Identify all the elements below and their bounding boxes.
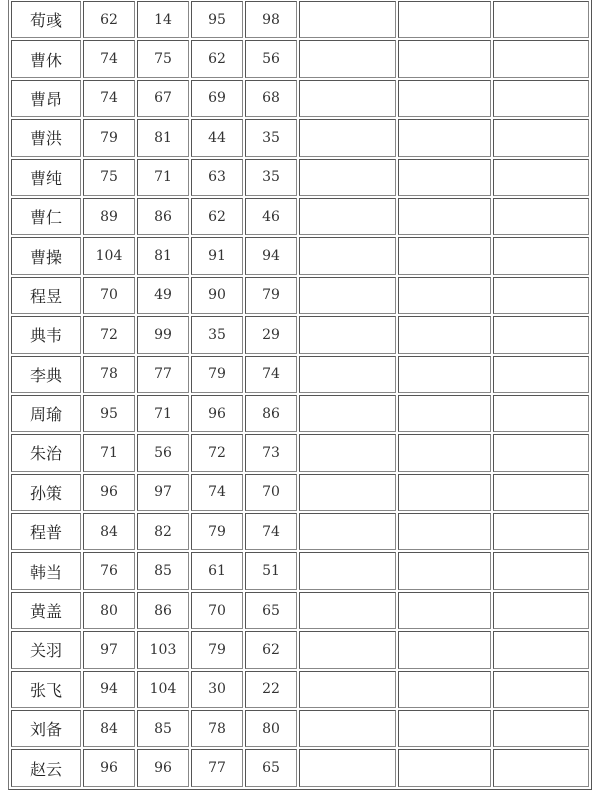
cell-stat: 81 <box>137 237 189 274</box>
cell-stat: 62 <box>83 1 135 38</box>
table-row <box>11 1 589 38</box>
cell-name: 曹纯 <box>11 159 81 196</box>
cell-empty <box>299 592 396 629</box>
cell-stat: 51 <box>245 552 297 589</box>
table-row <box>11 631 589 668</box>
cell-stat: 104 <box>137 671 189 708</box>
cell-stat: 97 <box>137 474 189 511</box>
cell-stat: 75 <box>83 159 135 196</box>
cell-empty <box>299 513 396 550</box>
cell-stat: 74 <box>245 356 297 393</box>
cell-stat: 85 <box>137 552 189 589</box>
cell-stat: 86 <box>137 592 189 629</box>
cell-empty <box>493 1 589 38</box>
cell-empty <box>398 671 491 708</box>
table-row <box>11 80 589 117</box>
cell-empty <box>398 749 491 786</box>
cell-name: 赵云 <box>11 749 81 786</box>
cell-name: 典韦 <box>11 316 81 353</box>
table-row <box>11 159 589 196</box>
cell-name: 曹休 <box>11 40 81 77</box>
cell-stat: 74 <box>245 513 297 550</box>
cell-stat: 62 <box>245 631 297 668</box>
cell-stat: 95 <box>83 395 135 432</box>
cell-stat: 94 <box>83 671 135 708</box>
cell-stat: 49 <box>137 277 189 314</box>
cell-stat: 74 <box>191 474 243 511</box>
cell-empty <box>398 474 491 511</box>
cell-empty <box>493 198 589 235</box>
cell-name: 关羽 <box>11 631 81 668</box>
cell-name: 曹操 <box>11 237 81 274</box>
cell-empty <box>493 40 589 77</box>
cell-stat: 84 <box>83 513 135 550</box>
cell-name: 朱治 <box>11 434 81 471</box>
cell-empty <box>398 80 491 117</box>
cell-empty <box>299 1 396 38</box>
data-table-container <box>8 0 592 790</box>
cell-stat: 75 <box>137 40 189 77</box>
cell-empty <box>398 513 491 550</box>
cell-stat: 35 <box>191 316 243 353</box>
cell-empty <box>493 277 589 314</box>
cell-empty <box>398 434 491 471</box>
cell-empty <box>299 277 396 314</box>
table-row <box>11 552 589 589</box>
cell-name: 孙策 <box>11 474 81 511</box>
table-body <box>11 1 589 787</box>
cell-empty <box>398 1 491 38</box>
table-row <box>11 592 589 629</box>
cell-stat: 77 <box>137 356 189 393</box>
cell-stat: 70 <box>83 277 135 314</box>
cell-empty <box>493 710 589 747</box>
cell-name: 刘备 <box>11 710 81 747</box>
cell-empty <box>299 80 396 117</box>
cell-empty <box>398 277 491 314</box>
cell-empty <box>493 631 589 668</box>
cell-empty <box>398 592 491 629</box>
cell-empty <box>398 237 491 274</box>
table-row <box>11 710 589 747</box>
cell-stat: 44 <box>191 119 243 156</box>
cell-stat: 96 <box>137 749 189 786</box>
cell-name: 张飞 <box>11 671 81 708</box>
cell-stat: 65 <box>245 749 297 786</box>
cell-stat: 74 <box>83 80 135 117</box>
cell-name: 荀彧 <box>11 1 81 38</box>
stats-table <box>8 0 592 790</box>
cell-stat: 97 <box>83 631 135 668</box>
cell-name: 韩当 <box>11 552 81 589</box>
table-row <box>11 198 589 235</box>
cell-empty <box>493 513 589 550</box>
cell-stat: 80 <box>83 592 135 629</box>
table-row <box>11 671 589 708</box>
cell-empty <box>493 159 589 196</box>
cell-name: 程普 <box>11 513 81 550</box>
cell-empty <box>398 316 491 353</box>
cell-stat: 99 <box>137 316 189 353</box>
cell-empty <box>398 40 491 77</box>
cell-stat: 71 <box>137 395 189 432</box>
cell-name: 程昱 <box>11 277 81 314</box>
cell-empty <box>493 316 589 353</box>
cell-empty <box>493 356 589 393</box>
cell-stat: 71 <box>137 159 189 196</box>
cell-name: 曹仁 <box>11 198 81 235</box>
cell-empty <box>299 631 396 668</box>
cell-stat: 79 <box>191 631 243 668</box>
cell-stat: 96 <box>83 474 135 511</box>
cell-stat: 70 <box>191 592 243 629</box>
cell-stat: 56 <box>245 40 297 77</box>
cell-stat: 94 <box>245 237 297 274</box>
cell-empty <box>398 631 491 668</box>
cell-empty <box>493 552 589 589</box>
cell-stat: 95 <box>191 1 243 38</box>
cell-stat: 77 <box>191 749 243 786</box>
cell-stat: 74 <box>83 40 135 77</box>
cell-stat: 61 <box>191 552 243 589</box>
cell-stat: 85 <box>137 710 189 747</box>
table-row <box>11 40 589 77</box>
cell-empty <box>299 237 396 274</box>
cell-empty <box>398 159 491 196</box>
cell-name: 周瑜 <box>11 395 81 432</box>
cell-empty <box>493 671 589 708</box>
cell-stat: 96 <box>191 395 243 432</box>
cell-empty <box>299 710 396 747</box>
cell-stat: 30 <box>191 671 243 708</box>
cell-empty <box>398 552 491 589</box>
cell-empty <box>493 474 589 511</box>
cell-stat: 78 <box>191 710 243 747</box>
table-row <box>11 316 589 353</box>
cell-stat: 65 <box>245 592 297 629</box>
cell-stat: 71 <box>83 434 135 471</box>
cell-stat: 29 <box>245 316 297 353</box>
cell-stat: 89 <box>83 198 135 235</box>
cell-stat: 70 <box>245 474 297 511</box>
cell-empty <box>299 395 396 432</box>
table-row <box>11 434 589 471</box>
cell-stat: 91 <box>191 237 243 274</box>
cell-empty <box>299 552 396 589</box>
cell-stat: 86 <box>245 395 297 432</box>
cell-empty <box>493 119 589 156</box>
cell-empty <box>398 710 491 747</box>
cell-empty <box>493 395 589 432</box>
cell-stat: 62 <box>191 198 243 235</box>
cell-stat: 90 <box>191 277 243 314</box>
cell-stat: 84 <box>83 710 135 747</box>
cell-name: 黄盖 <box>11 592 81 629</box>
cell-name: 曹昂 <box>11 80 81 117</box>
cell-empty <box>398 119 491 156</box>
cell-stat: 96 <box>83 749 135 786</box>
cell-stat: 79 <box>83 119 135 156</box>
cell-stat: 46 <box>245 198 297 235</box>
cell-stat: 56 <box>137 434 189 471</box>
cell-stat: 81 <box>137 119 189 156</box>
cell-stat: 73 <box>245 434 297 471</box>
cell-empty <box>398 395 491 432</box>
cell-stat: 86 <box>137 198 189 235</box>
cell-empty <box>299 40 396 77</box>
cell-empty <box>493 237 589 274</box>
cell-empty <box>299 474 396 511</box>
cell-name: 李典 <box>11 356 81 393</box>
cell-stat: 14 <box>137 1 189 38</box>
cell-empty <box>299 356 396 393</box>
cell-empty <box>493 80 589 117</box>
table-row <box>11 395 589 432</box>
cell-empty <box>299 119 396 156</box>
cell-empty <box>299 749 396 786</box>
cell-stat: 79 <box>191 356 243 393</box>
cell-stat: 80 <box>245 710 297 747</box>
cell-empty <box>299 316 396 353</box>
cell-stat: 63 <box>191 159 243 196</box>
cell-empty <box>398 356 491 393</box>
cell-stat: 67 <box>137 80 189 117</box>
cell-empty <box>299 198 396 235</box>
cell-empty <box>493 592 589 629</box>
table-row <box>11 356 589 393</box>
cell-stat: 72 <box>191 434 243 471</box>
cell-stat: 76 <box>83 552 135 589</box>
cell-stat: 22 <box>245 671 297 708</box>
cell-stat: 79 <box>191 513 243 550</box>
table-row <box>11 119 589 156</box>
cell-stat: 78 <box>83 356 135 393</box>
cell-empty <box>299 671 396 708</box>
cell-empty <box>299 434 396 471</box>
cell-stat: 35 <box>245 159 297 196</box>
cell-stat: 62 <box>191 40 243 77</box>
cell-stat: 103 <box>137 631 189 668</box>
cell-stat: 72 <box>83 316 135 353</box>
cell-stat: 98 <box>245 1 297 38</box>
cell-stat: 104 <box>83 237 135 274</box>
cell-stat: 68 <box>245 80 297 117</box>
table-row <box>11 277 589 314</box>
cell-stat: 69 <box>191 80 243 117</box>
cell-stat: 82 <box>137 513 189 550</box>
cell-empty <box>493 434 589 471</box>
cell-empty <box>493 749 589 786</box>
cell-empty <box>398 198 491 235</box>
cell-stat: 79 <box>245 277 297 314</box>
table-row <box>11 237 589 274</box>
cell-name: 曹洪 <box>11 119 81 156</box>
cell-stat: 35 <box>245 119 297 156</box>
table-row <box>11 474 589 511</box>
cell-empty <box>299 159 396 196</box>
table-row <box>11 749 589 786</box>
table-row <box>11 513 589 550</box>
